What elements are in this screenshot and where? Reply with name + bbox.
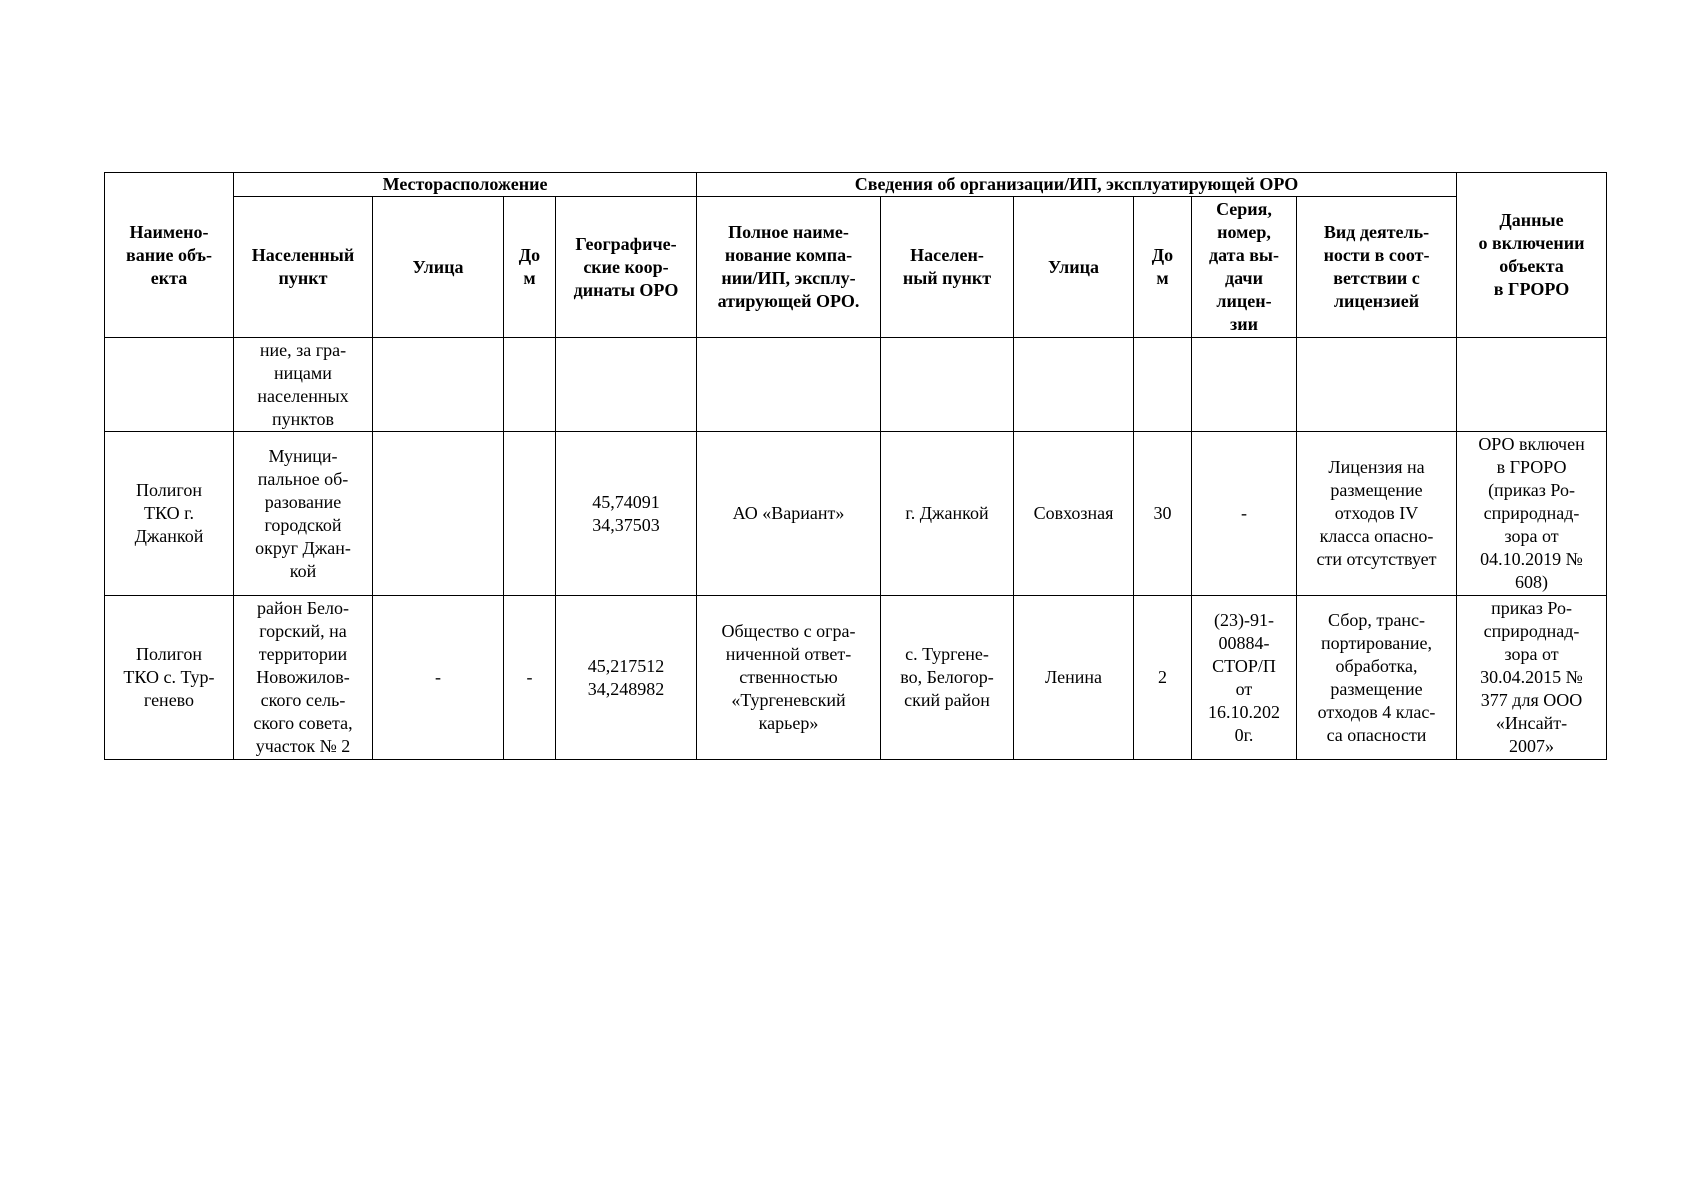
header-settlement: Населенный пункт <box>234 197 373 338</box>
cell-groro <box>1457 338 1607 432</box>
header-org-settlement: Населен- ный пункт <box>881 197 1014 338</box>
cell-org-street: Ленина <box>1014 596 1134 760</box>
header-activity: Вид деятель- ности в соот- ветствии с лицензией <box>1297 197 1457 338</box>
cell-license <box>1192 338 1297 432</box>
header-row <box>105 197 1607 338</box>
cell-org-settlement: г. Джанкой <box>881 432 1014 596</box>
cell-house <box>504 338 556 432</box>
cell-street <box>373 432 504 596</box>
cell-org-settlement: с. Тургене- во, Белогор- ский район <box>881 596 1014 760</box>
cell-house: - <box>504 596 556 760</box>
cell-license: (23)-91- 00884- СТОР/П от 16.10.202 0г. <box>1192 596 1297 760</box>
cell-org-house <box>1134 338 1192 432</box>
table-row <box>105 338 1607 432</box>
cell-groro: приказ Ро- сприроднад- зора от 30.04.2015 № 377 для ООО «Инсайт- 2007» <box>1457 596 1607 760</box>
cell-coordinates: 45,217512 34,248982 <box>556 596 697 760</box>
cell-company: АО «Вариант» <box>697 432 881 596</box>
cell-company <box>697 338 881 432</box>
header-groro: Данные о включении объекта в ГРОРО <box>1457 173 1607 338</box>
cell-org-settlement <box>881 338 1014 432</box>
cell-object-name <box>105 338 234 432</box>
cell-street <box>373 338 504 432</box>
table-row <box>105 432 1607 596</box>
header-object-name: Наимено- вание объ- екта <box>105 173 234 338</box>
cell-house <box>504 432 556 596</box>
cell-activity: Сбор, транс- портирование, обработка, размещение отходов 4 клас- са опасности <box>1297 596 1457 760</box>
cell-org-street: Совхозная <box>1014 432 1134 596</box>
header-house: До м <box>504 197 556 338</box>
header-org-street: Улица <box>1014 197 1134 338</box>
cell-coordinates: 45,74091 34,37503 <box>556 432 697 596</box>
cell-activity <box>1297 338 1457 432</box>
cell-settlement: ние, за гра- ницами населенных пунктов <box>234 338 373 432</box>
cell-settlement: Муници- пальное об- разование городской округ Джан- кой <box>234 432 373 596</box>
header-group-location: Месторасположение <box>234 173 697 197</box>
cell-groro: ОРО включен в ГРОРО (приказ Ро- сприроднад- зора от 04.10.2019 № 608) <box>1457 432 1607 596</box>
waste-facility-table <box>104 172 1607 760</box>
header-street: Улица <box>373 197 504 338</box>
header-license: Серия, номер, дата вы- дачи лицен- зии <box>1192 197 1297 338</box>
cell-org-house: 30 <box>1134 432 1192 596</box>
cell-license: - <box>1192 432 1297 596</box>
header-group-row <box>105 173 1607 197</box>
cell-object-name: Полигон ТКО с. Тур- генево <box>105 596 234 760</box>
cell-org-house: 2 <box>1134 596 1192 760</box>
table-row <box>105 596 1607 760</box>
cell-coordinates <box>556 338 697 432</box>
header-org-house: До м <box>1134 197 1192 338</box>
cell-org-street <box>1014 338 1134 432</box>
cell-object-name: Полигон ТКО г. Джанкой <box>105 432 234 596</box>
cell-settlement: район Бело- горский, на территории Новожилов- ского сель- ского совета, участок № 2 <box>234 596 373 760</box>
header-coordinates: Географиче- ские коор- динаты ОРО <box>556 197 697 338</box>
cell-street: - <box>373 596 504 760</box>
header-company: Полное наиме- нование компа- нии/ИП, эксплу- атирующей ОРО. <box>697 197 881 338</box>
cell-company: Общество с огра- ниченной ответ- ственностью «Тургеневский карьер» <box>697 596 881 760</box>
header-group-operator: Сведения об организации/ИП, эксплуатирующей ОРО <box>697 173 1457 197</box>
cell-activity: Лицензия на размещение отходов IV класса опасно- сти отсутствует <box>1297 432 1457 596</box>
